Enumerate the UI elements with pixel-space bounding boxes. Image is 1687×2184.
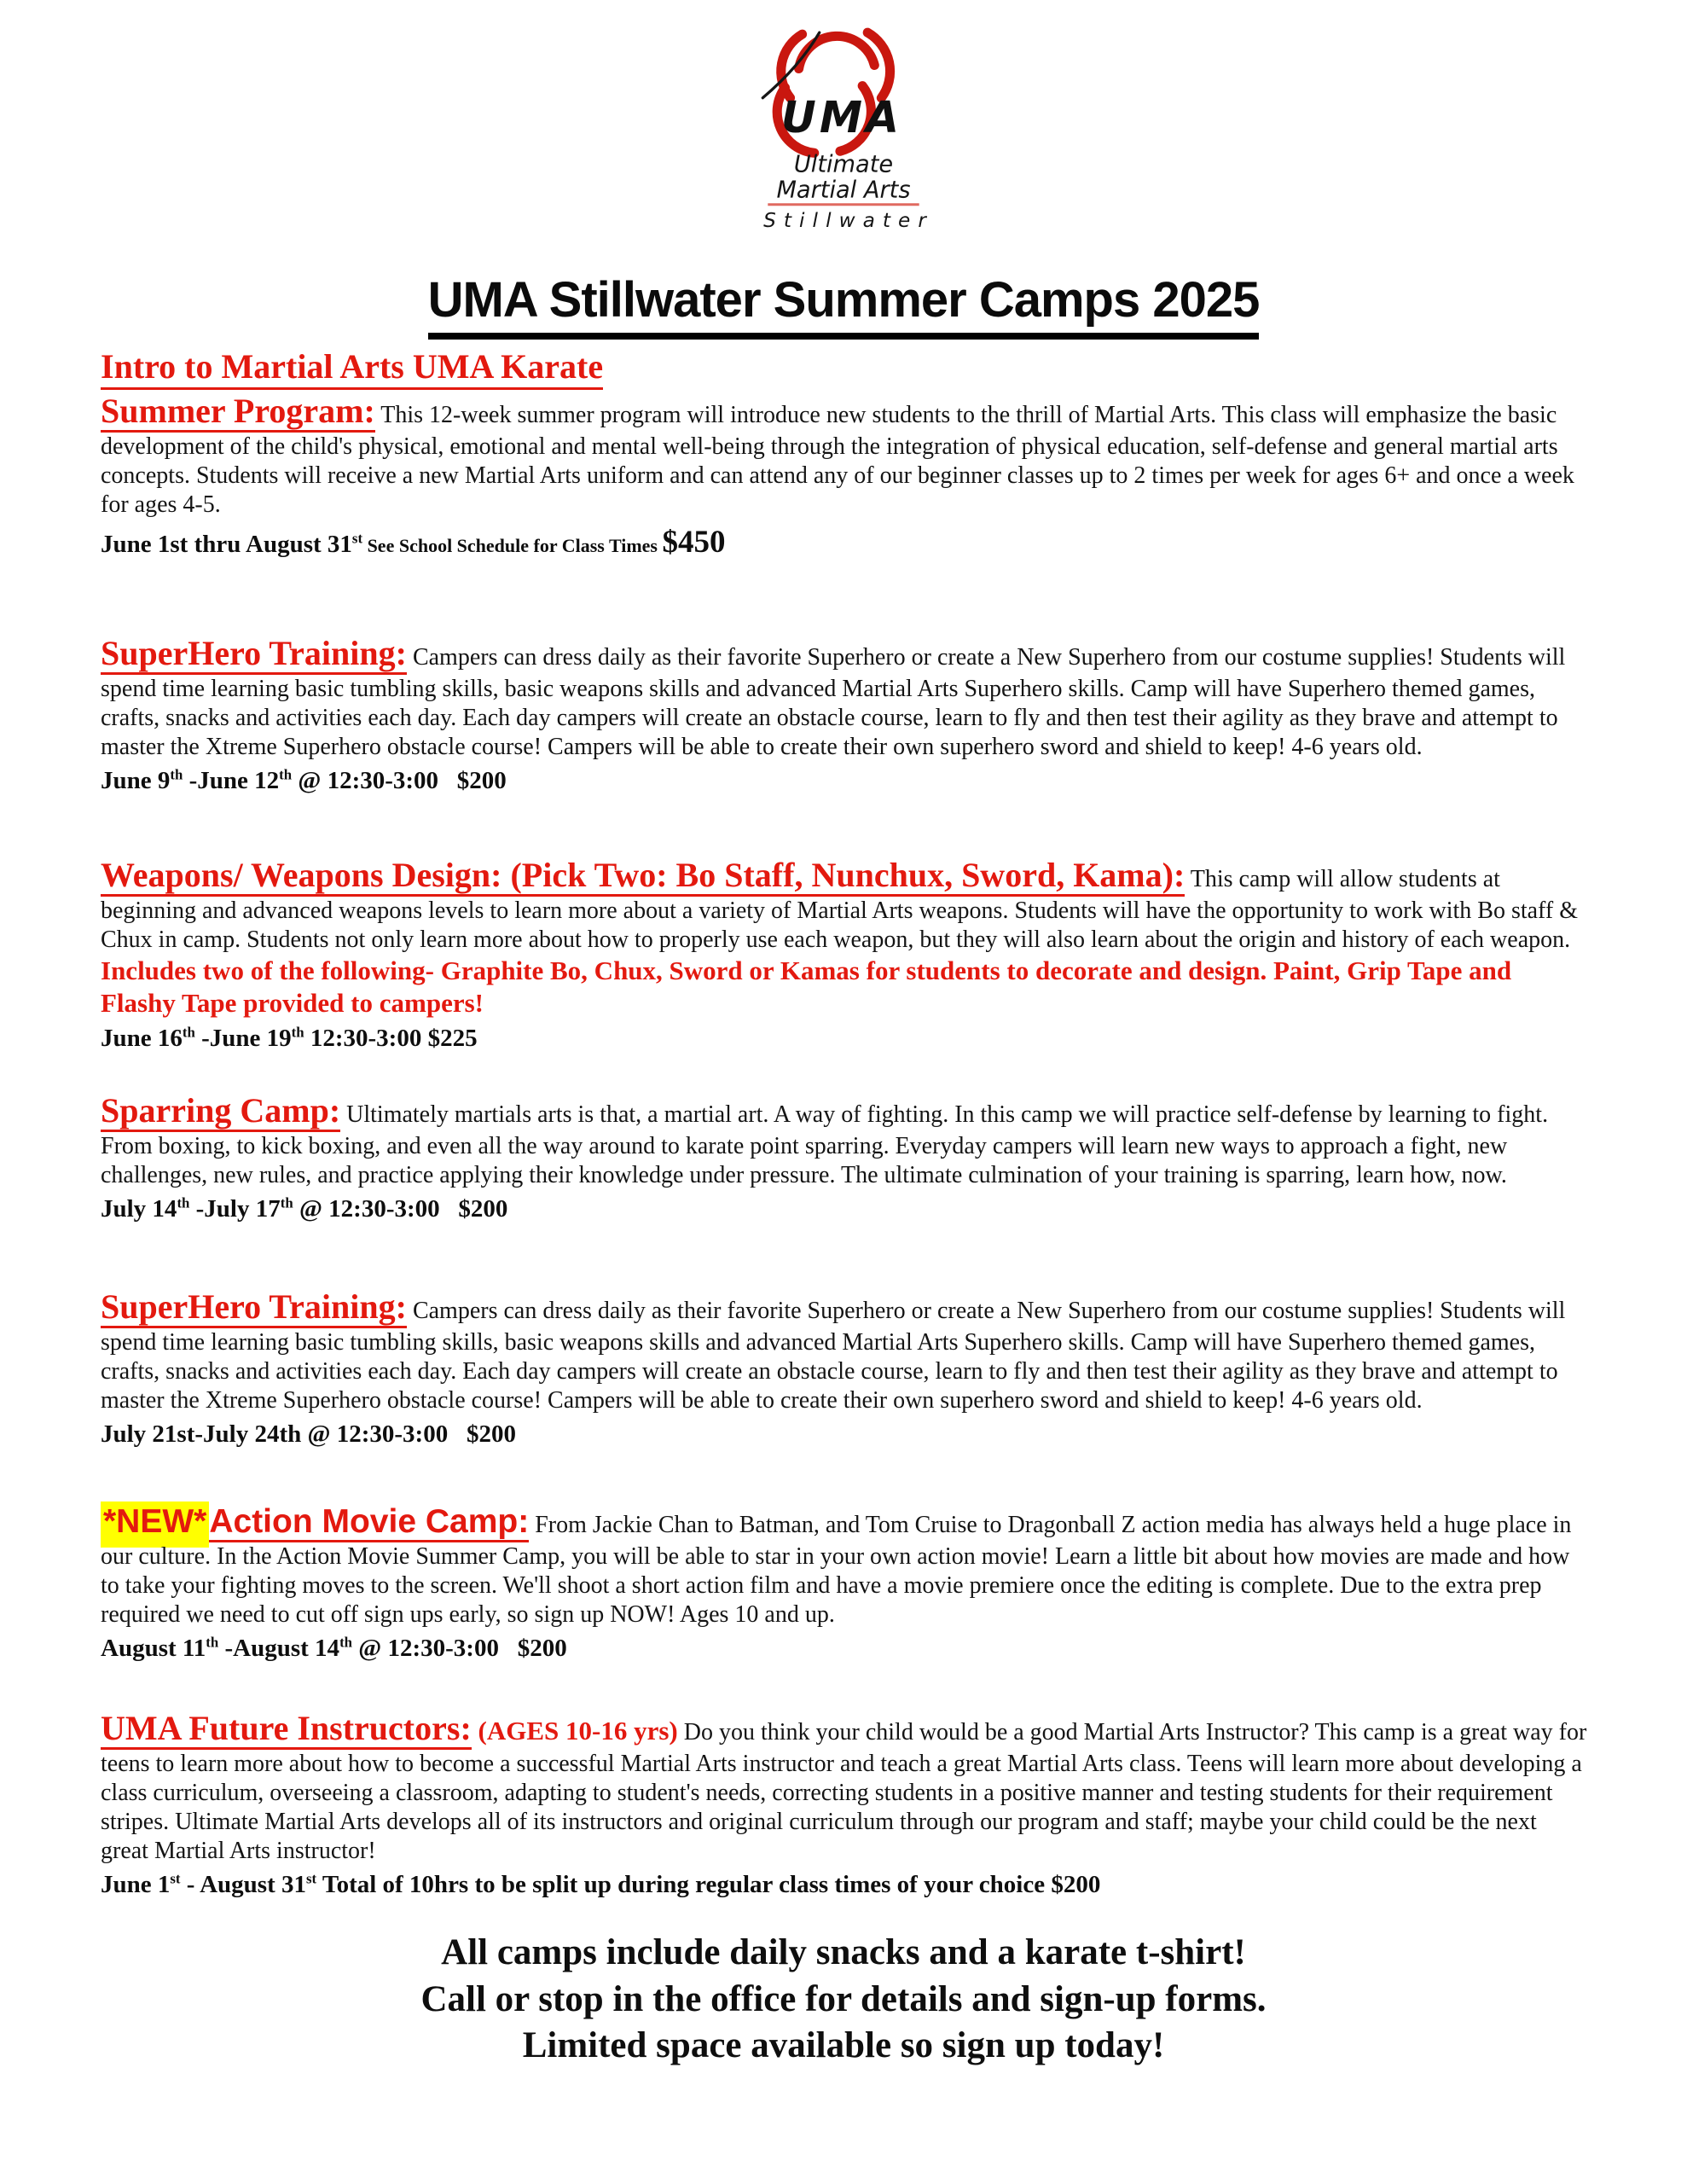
text-run: Ultimately martials arts is that, a martial art. A way of fighting. In this camp we will practice self-defense by learning to fight. From boxing, to kick boxing, and even all the way around to karate point sparring. Everyday campers will learn new ways to approach a fight, new challenges, new rules, and practice applying their knowledge under pressure. The ultimate culmination of your training is sparring, learn how, now. — [101, 1101, 1549, 1188]
section-paragraph — [101, 1090, 1590, 1190]
logo-text-martial-arts: Martial Arts — [776, 177, 911, 204]
logo — [0, 19, 1687, 238]
text-run: This camp will allow students at beginning and advanced weapons levels to learn more about a variety of Martial Arts weapons. Students will have the opportunity to work with Bo staff & Chux in camp. Students not only learn more about how to properly use each weapon, but they will also learn about the origin and history of each weapon. — [101, 866, 1578, 953]
section-paragraph — [101, 1708, 1590, 1866]
text-run: This 12-week summer program will introduce new students to the thrill of Martial Arts. This class will emphasize the basic development of the child's physical, emotional and mental well-being through the integration of physical education, self-defense and general martial arts concepts. Students will receive a new Martial Arts uniform and can attend any of our beginner classes up to 2 times per week for ages 6+ and once a week for ages 4-5. — [101, 402, 1574, 519]
text-run: June 1st thru August 31 — [101, 531, 352, 559]
section-date-price — [101, 1869, 1590, 1900]
section-date-price — [101, 523, 1590, 562]
section-heading — [101, 1709, 472, 1750]
section-heading — [101, 634, 407, 675]
text-run: st — [306, 1870, 317, 1887]
text-run: -August 14 — [218, 1635, 340, 1663]
text-run: July 21st-July 24th @ 12:30-3:00 $200 — [101, 1420, 516, 1449]
uma-logo-mark — [720, 19, 967, 234]
section-date-price — [101, 1194, 1590, 1224]
text-run: th — [182, 1024, 195, 1041]
text-run: st — [351, 530, 363, 547]
text-run: Includes two of the following- Graphite Bo, Chux, Sword or Kamas for students to decorate and design. Paint, Grip Tape and Flashy Tape provided to campers! — [101, 956, 1512, 1019]
section-paragraph — [101, 855, 1590, 1019]
section-heading-text: SuperHero Training: — [101, 1287, 407, 1326]
page-title — [0, 271, 1687, 340]
text-run: th — [170, 766, 183, 783]
section-superhero-training-2 — [101, 1287, 1590, 1450]
section-heading-text: UMA Future Instructors: — [101, 1709, 472, 1747]
text-run: @ 12:30-3:00 $200 — [292, 767, 507, 795]
text-run: August 11 — [101, 1635, 206, 1663]
section-heading-text: Summer Program: — [101, 392, 375, 430]
text-run: July 14 — [101, 1195, 177, 1223]
section-heading — [101, 1503, 529, 1542]
text-run: 12:30-3:00 $225 — [304, 1025, 478, 1053]
logo-crescent-dome — [799, 36, 875, 68]
section-heading — [101, 856, 1185, 897]
new-badge: *NEW* — [101, 1502, 209, 1548]
text-run: th — [280, 1194, 293, 1211]
section-paragraph — [101, 391, 1590, 520]
text-run: -June 12 — [183, 767, 280, 795]
text-run: Campers can dress daily as their favorite Superhero or create a New Superhero from our costume supplies! Students will spend time learning basic tumbling skills, basic weapons skills and advanced Martial Arts Superhero skills. Camp will have Superhero themed games, crafts, snacks and activities each day. Each day campers will create an obstacle course, learn to fly and then test their agility as they brave and attempt to master the Xtreme Superhero obstacle course! Campers will be able to create their own superhero sword and shield to keep! 4-6 years old. — [101, 644, 1566, 761]
section-sparring-camp — [101, 1090, 1590, 1224]
section-date-price — [101, 765, 1590, 796]
text-run: th — [291, 1024, 304, 1041]
text-run: Do you think your child would be a good Martial Arts Instructor? This camp is a great way for teens to learn more about how to become a successful Martial Arts instructor and teach a great Martial Arts class. Teens will learn more about developing a class curriculum, overseeing a classroom, adapting to student's needs, correcting students in a positive manner and testing students for their requirement stripes. Ultimate Martial Arts develops all of its instructors and original curriculum through our program and staff; maybe your child could be the next great Martial Arts instructor! — [101, 1719, 1587, 1865]
page-title-text: UMA Stillwater Summer Camps 2025 — [428, 271, 1260, 340]
section-heading-text: Weapons/ Weapons Design: (Pick Two: Bo Staff, Nunchux, Sword, Kama): — [101, 856, 1186, 894]
logo-text-ultimate: Ultimate — [793, 151, 894, 178]
section-date-price — [101, 1023, 1590, 1054]
text-run: June 16 — [101, 1025, 183, 1053]
text-run: From Jackie Chan to Batman, and Tom Cruise to Dragonball Z action media has always held a huge place in our culture. In the Action Movie Summer Camp, you will be able to star in your own action movie! Learn a little bit about how movies are made and how to take your fighting moves to the screen. We'll shoot a short action film and have a movie premiere once the editing is complete. Due to the extra prep required we need to cut off sign ups early, so sign up NOW! Ages 10 and up. — [101, 1512, 1572, 1628]
text-run: Campers can dress daily as their favorite Superhero or create a New Superhero from our costume supplies! Students will spend time learning basic tumbling skills, basic weapons skills and advanced Martial Arts Superhero skills. Camp will have Superhero themed games, crafts, snacks and activities each day. Each day campers will create an obstacle course, learn to fly and then test their agility as they brave and attempt to master the Xtreme Superhero obstacle course! Campers will be able to create their own superhero sword and shield to keep! 4-6 years old. — [101, 1298, 1566, 1414]
text-run: June 1 — [101, 1871, 171, 1899]
text-run: Total of 10hrs to be split up during regular class times of your choice $200 — [316, 1871, 1101, 1899]
section-uma-future-instructors — [101, 1708, 1590, 1901]
section-paragraph — [101, 1502, 1590, 1629]
logo-text-stillwater: Stillwater — [763, 208, 934, 232]
text-run: st — [170, 1870, 181, 1887]
section-superhero-training-1 — [101, 633, 1590, 797]
section-action-movie-camp — [101, 1502, 1590, 1664]
text-run: th — [279, 766, 293, 783]
text-run: @ 12:30-3:00 $200 — [293, 1195, 508, 1223]
footer-line-call-office: Call or stop in the office for details and sign-up forms. — [420, 1978, 1267, 2019]
section-heading — [101, 1287, 407, 1328]
section-date-price — [101, 1419, 1590, 1449]
footer-line-limited-space: Limited space available so sign up today! — [522, 2025, 1165, 2066]
section-heading — [101, 392, 375, 433]
text-run: th — [177, 1194, 190, 1211]
footer-line-snacks: All camps include daily snacks and a karate t-shirt! — [441, 1932, 1246, 1972]
text-run: -July 17 — [189, 1195, 281, 1223]
section-weapons-design — [101, 855, 1590, 1054]
text-run: $450 — [662, 525, 726, 561]
logo-acronym: UMA — [780, 92, 903, 143]
intro-heading-text: Intro to Martial Arts UMA Karate — [101, 347, 603, 390]
text-run: th — [206, 1634, 219, 1651]
footer — [0, 1930, 1687, 2070]
text-run: @ 12:30-3:00 $200 — [352, 1635, 567, 1663]
section-date-price — [101, 1633, 1590, 1664]
section-heading-text: Action Movie Camp: — [209, 1503, 530, 1540]
text-run: See School Schedule for Class Times — [367, 535, 663, 557]
section-heading-text: SuperHero Training: — [101, 634, 407, 672]
text-run: - August 31 — [180, 1871, 306, 1899]
section-summer-program — [101, 391, 1590, 563]
section-heading-text: Sparring Camp: — [101, 1091, 341, 1130]
section-heading — [101, 1091, 340, 1132]
section-ages-label: (AGES 10-16 yrs) — [471, 1716, 678, 1745]
intro-heading — [101, 346, 603, 386]
text-run: June 9 — [101, 767, 171, 795]
text-run: th — [339, 1634, 353, 1651]
section-paragraph — [101, 1287, 1590, 1415]
text-run: -June 19 — [194, 1025, 292, 1053]
section-paragraph — [101, 633, 1590, 762]
